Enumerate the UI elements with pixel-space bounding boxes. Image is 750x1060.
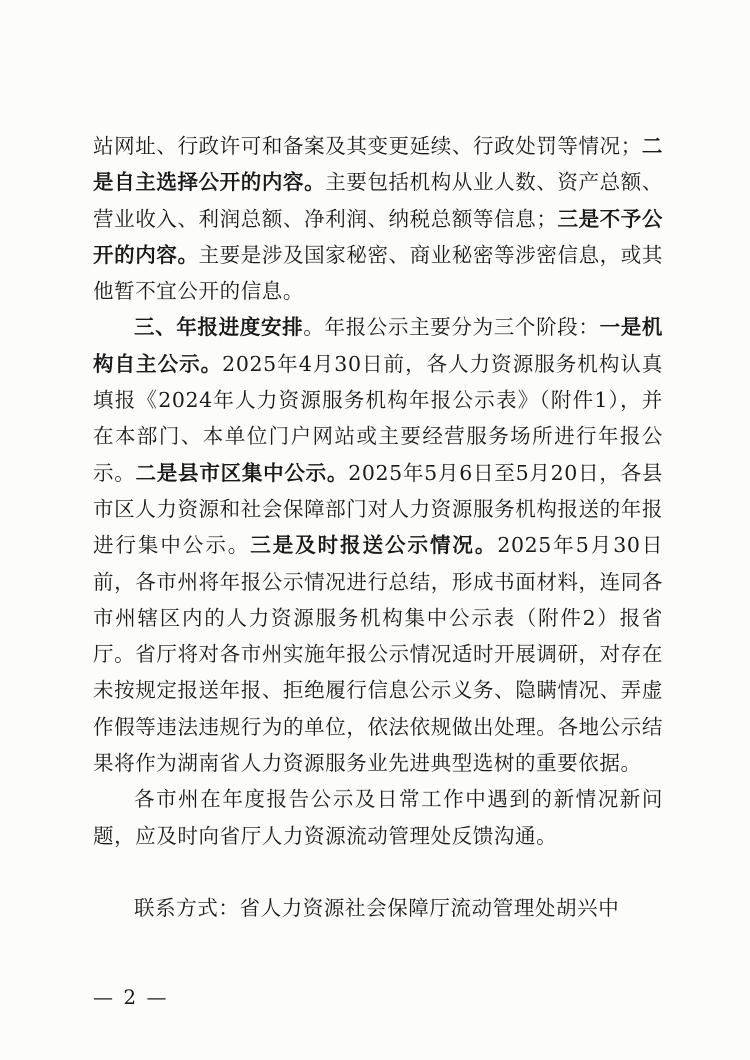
text-segment: 联系方式：省人力资源社会保障厅流动管理处胡兴中 [134, 895, 620, 920]
paragraph-p1 [93, 128, 663, 309]
bold-text-segment: 二是县市区集中公示。 [135, 460, 349, 485]
text-segment: 2025年5月30日前，各市州将年报公示情况进行总结，形成书面材料，连同各市州辖区内的人力资源服务机构集中公示表（附件2）报省厅。省厅将对各市州实施年报公示情况适时开展调研，对存在未按规定报送年报、拒绝履行信息公示义务、隐瞒情况、弄虚作假等违法违规行为的单位，依法依规做出处理。各地公示结果将作为湖南省人力资源服务业先进典型选树的重要依据。 [93, 533, 663, 776]
text-segment: 主要是涉及国家秘密、商业秘密等涉密信息，或其他暂不宜公开的信息。 [93, 242, 664, 304]
page-number: — 2 — [93, 985, 169, 1009]
bold-text-segment: 三、年报进度安排 [134, 315, 304, 340]
paragraph-p4 [93, 890, 663, 926]
document-body [93, 128, 663, 926]
text-segment: 各市州在年度报告公示及日常工作中遇到的新情况新问题，应及时向省厅人力资源流动管理处反馈沟通。 [93, 787, 663, 848]
text-segment: 主要包括机构从业人数、资产总额、营业收入、利润总额、净利润、纳税总额等信息； [93, 170, 663, 231]
paragraph-p3 [93, 781, 663, 854]
bold-text-segment: 三是及时报送公示情况。 [250, 533, 498, 558]
paragraph-gap [93, 854, 663, 890]
paragraph-p2 [93, 309, 663, 781]
bold-text-segment: 二是自主选择公开的内容。 [93, 134, 663, 195]
text-segment: 2025年4月30日前，各人力资源服务机构认真填报《2024年人力资源服务机构年报公示表》（附件1），并在本部门、本单位门户网站或主要经营服务场所进行年报公示。 [93, 351, 663, 485]
text-segment: 2025年5月6日至5月20日，各县市区人力资源和社会保障部门对人力资源服务机构报送的年报进行集中公示。 [93, 460, 664, 558]
bold-text-segment: 三是不予公开的内容。 [93, 206, 664, 267]
text-segment: 。年报公示主要分为三个阶段： [303, 315, 600, 340]
text-segment: 站网址、行政许可和备案及其变更延续、行政处罚等情况； [93, 134, 642, 158]
bold-text-segment: 一是机构自主公示。 [93, 315, 663, 376]
